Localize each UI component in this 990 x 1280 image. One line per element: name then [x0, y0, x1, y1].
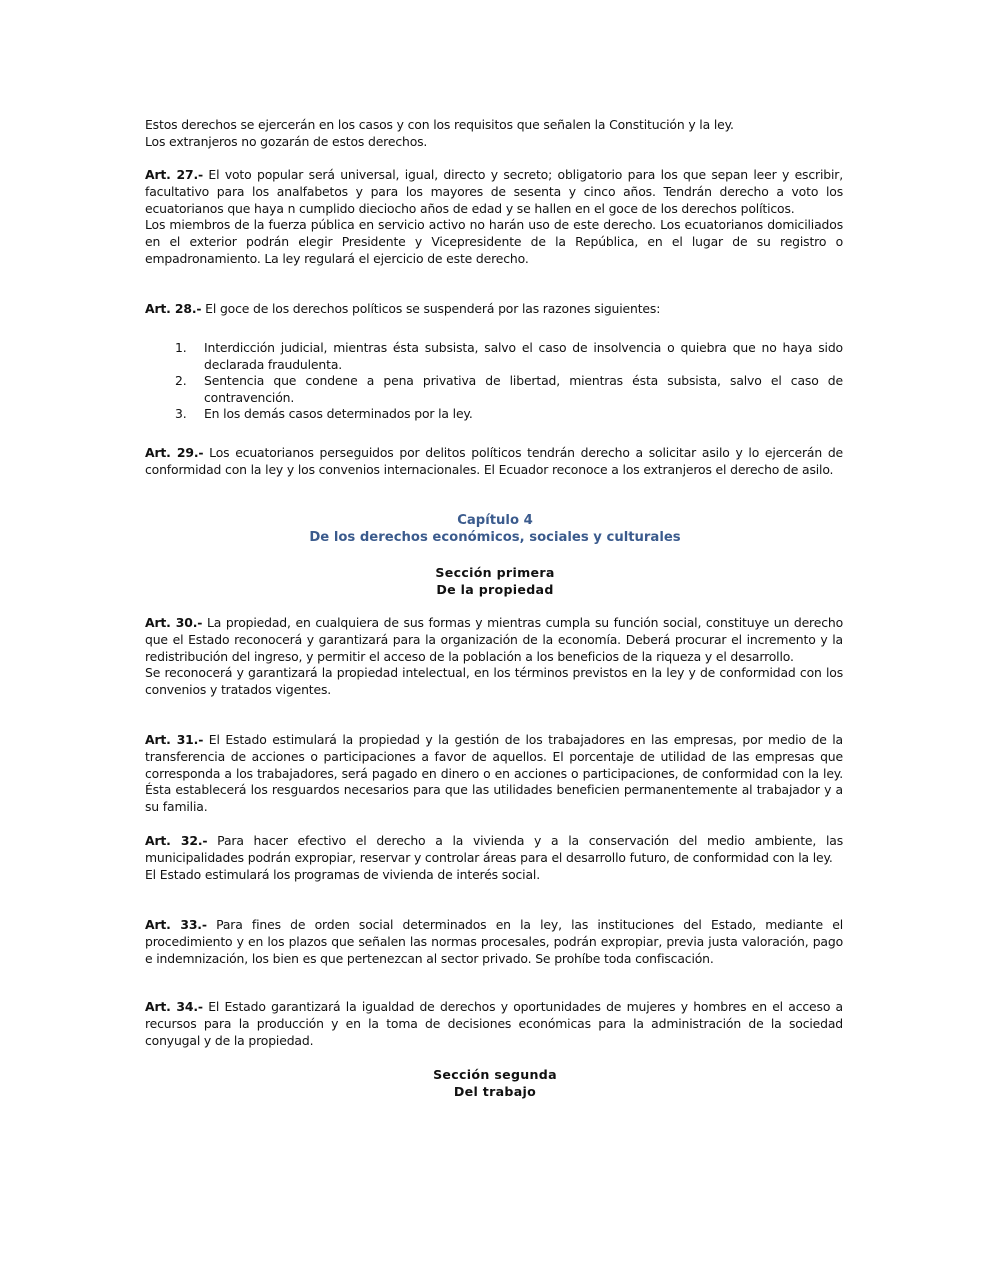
article-text: La propiedad, en cualquiera de sus formas y mientras cumpla su función social, constituye un derecho que el Estado reconocerá y garantizará para la organización de la economía. Deberá procurar el incremento y la redistribución del ingreso, y permitir el acceso de la población a los beneficios de la riqueza y el desarrollo.: [145, 615, 843, 664]
article-34: [145, 999, 843, 1049]
article-text: El Estado estimulará la propiedad y la gestión de los trabajadores en las empresas, por medio de la transferencia de acciones o participaciones a favor de aquellos. El porcentaje de utilidad de las empresas que corresponda a los trabajadores, será pagado en dinero o en acciones o participaciones, de conformidad con la ley. Ésta establecerá los resguardos necesarios para que las utilidades beneficien permanentemente al trabajador y a su familia.: [145, 732, 843, 815]
article-33: [145, 917, 843, 967]
list-item: [145, 406, 843, 423]
article-31: [145, 732, 843, 816]
article-label: Art. 27.-: [145, 167, 204, 182]
chapter-heading: [0, 513, 990, 547]
article-29: [145, 445, 843, 479]
article-text: El Estado garantizará la igualdad de derechos y oportunidades de mujeres y hombres en el acceso a recursos para la producción y en la toma de decisiones económicas para la administración de la sociedad conyugal y de la propiedad.: [145, 999, 843, 1048]
article-text: Los ecuatorianos perseguidos por delitos políticos tendrán derecho a solicitar asilo y lo ejercerán de conformidad con la ley y los convenios internacionales. El Ecuador reconoce a los extranjeros el derecho de asilo.: [145, 445, 844, 477]
article-32: [145, 833, 843, 883]
list-text: En los demás casos determinados por la ley.: [204, 406, 473, 422]
intro-line: Estos derechos se ejercerán en los casos y con los requisitos que señalen la Constitución y la ley.: [145, 117, 734, 132]
article-label: Art. 31.-: [145, 732, 204, 747]
list-text: Sentencia que condene a pena privativa de libertad, mientras ésta subsista, salvo el caso de contravención.: [204, 373, 843, 405]
article-30: [145, 615, 843, 699]
section-title: Del trabajo: [453, 1083, 537, 1099]
article-label: Art. 29.-: [145, 445, 204, 460]
section-heading: [0, 565, 990, 599]
article-text: El voto popular será universal, igual, directo y secreto; obligatorio para los que sepan leer y escribir, facultativo para los analfabetos y para los mayores de sesenta y cinco años. Tendrán derecho a voto los ecuatorianos que haya n cumplido dieciocho años de edad y se hallen en el goce de los derechos políticos.: [145, 167, 844, 216]
chapter-number: Capítulo 4: [457, 513, 533, 528]
article-27: [145, 167, 843, 268]
article-text: El goce de los derechos políticos se suspenderá por las razones siguientes:: [201, 301, 661, 316]
article-label: Art. 33.-: [145, 917, 207, 932]
article-28-list: [145, 340, 843, 423]
intro-line: Los extranjeros no gozarán de estos derechos.: [145, 133, 428, 149]
article-label: Art. 28.-: [145, 301, 202, 316]
section-number: Sección primera: [435, 565, 555, 580]
article-label: Art. 32.-: [145, 833, 208, 848]
list-item: [145, 373, 843, 406]
intro-paragraph: [145, 117, 843, 151]
list-number: 2.: [175, 373, 187, 389]
article-label: Art. 34.-: [145, 999, 203, 1014]
list-item: [145, 340, 843, 373]
list-number: 1.: [175, 340, 187, 355]
section-heading: [0, 1067, 990, 1101]
section-title: De la propiedad: [436, 581, 554, 597]
article-text: Para hacer efectivo el derecho a la vivienda y a la conservación del medio ambiente, las municipalidades podrán expropiar, reservar y controlar áreas para el desarrollo futuro, de conformidad con la ley.: [145, 833, 843, 865]
article-text: Se reconocerá y garantizará la propiedad intelectual, en los términos previstos en la ley y de conformidad con los convenios y tratados vigentes.: [145, 665, 843, 698]
article-text: El Estado estimulará los programas de vivienda de interés social.: [145, 866, 540, 882]
article-text: Para fines de orden social determinados en la ley, las instituciones del Estado, mediante el procedimiento y en los plazos que señalen las normas procesales, podrán expropiar, previa justa valoración, pago e indemnización, los bien es que pertenezcan al sector privado. Se prohíbe toda confiscación.: [145, 917, 843, 966]
section-number: Sección segunda: [433, 1067, 557, 1082]
chapter-title: De los derechos económicos, sociales y culturales: [309, 529, 681, 545]
list-number: 3.: [175, 406, 187, 422]
article-28: [145, 301, 843, 318]
list-text: Interdicción judicial, mientras ésta subsista, salvo el caso de insolvencia o quiebra que no haya sido declarada fraudulenta.: [204, 340, 843, 372]
article-text: Los miembros de la fuerza pública en servicio activo no harán uso de este derecho. Los ecuatorianos domiciliados en el exterior podrán elegir Presidente y Vicepresidente de la República, en el lugar de su registro o empadronamiento. La ley regulará el ejercicio de este derecho.: [145, 217, 843, 266]
article-label: Art. 30.-: [145, 615, 203, 630]
